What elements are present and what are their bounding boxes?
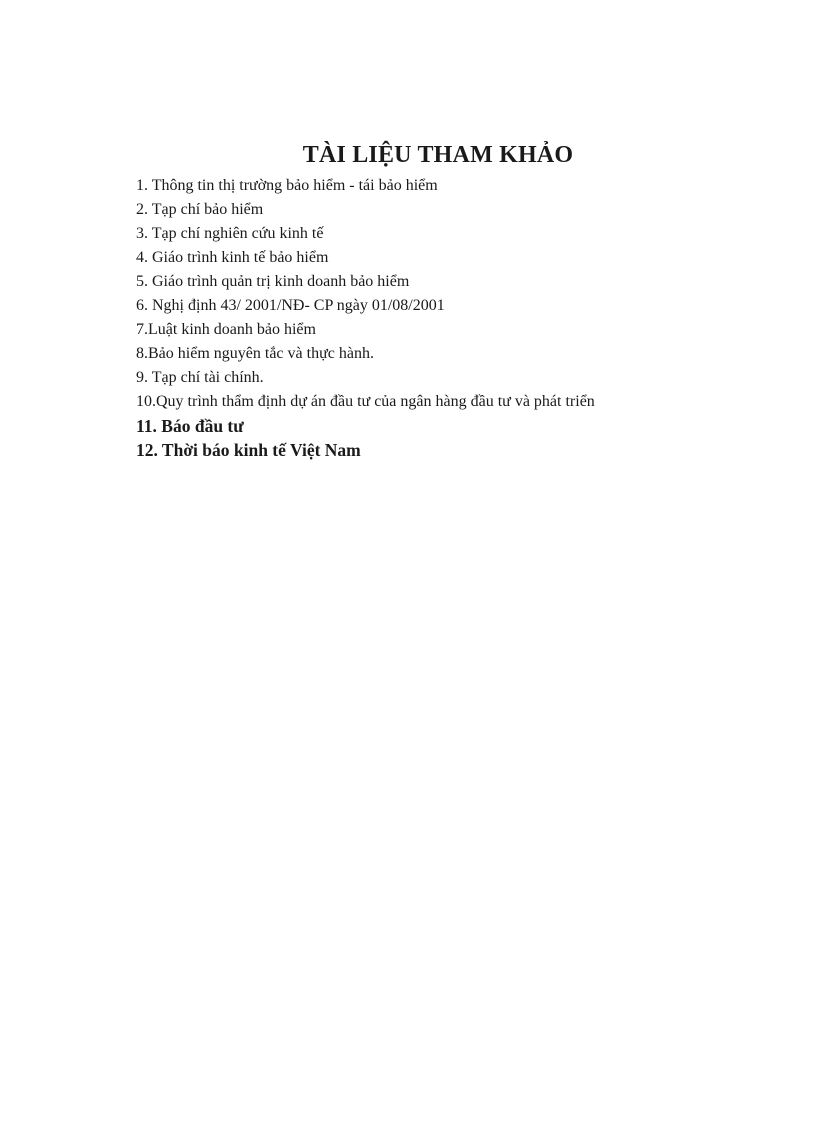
reference-item: 7.Luật kinh doanh bảo hiểm (136, 321, 316, 338)
reference-item: 12. Thời báo kinh tế Việt Nam (136, 440, 361, 460)
reference-item: 1. Thông tin thị trường bảo hiểm - tái bảo hiểm (136, 177, 438, 194)
reference-item: 8.Bảo hiểm nguyên tắc và thực hành. (136, 345, 374, 362)
reference-item: 3. Tạp chí nghiên cứu kinh tế (136, 225, 324, 242)
reference-item: 2. Tạp chí bảo hiểm (136, 201, 264, 218)
reference-item: 9. Tạp chí tài chính. (136, 369, 264, 386)
page-title: TÀI LIỆU THAM KHẢO (302, 142, 574, 168)
reference-item: 11. Báo đầu tư (136, 416, 244, 436)
reference-item: 4. Giáo trình kinh tế bảo hiểm (136, 249, 329, 266)
reference-item: 5. Giáo trình quản trị kinh doanh bảo hiểm (136, 273, 410, 290)
reference-list (136, 174, 595, 462)
reference-item: 6. Nghị định 43/ 2001/NĐ- CP ngày 01/08/2001 (136, 297, 445, 314)
reference-item: 10.Quy trình thẩm định dự án đầu tư của ngân hàng đầu tư và phát triển (136, 393, 595, 410)
